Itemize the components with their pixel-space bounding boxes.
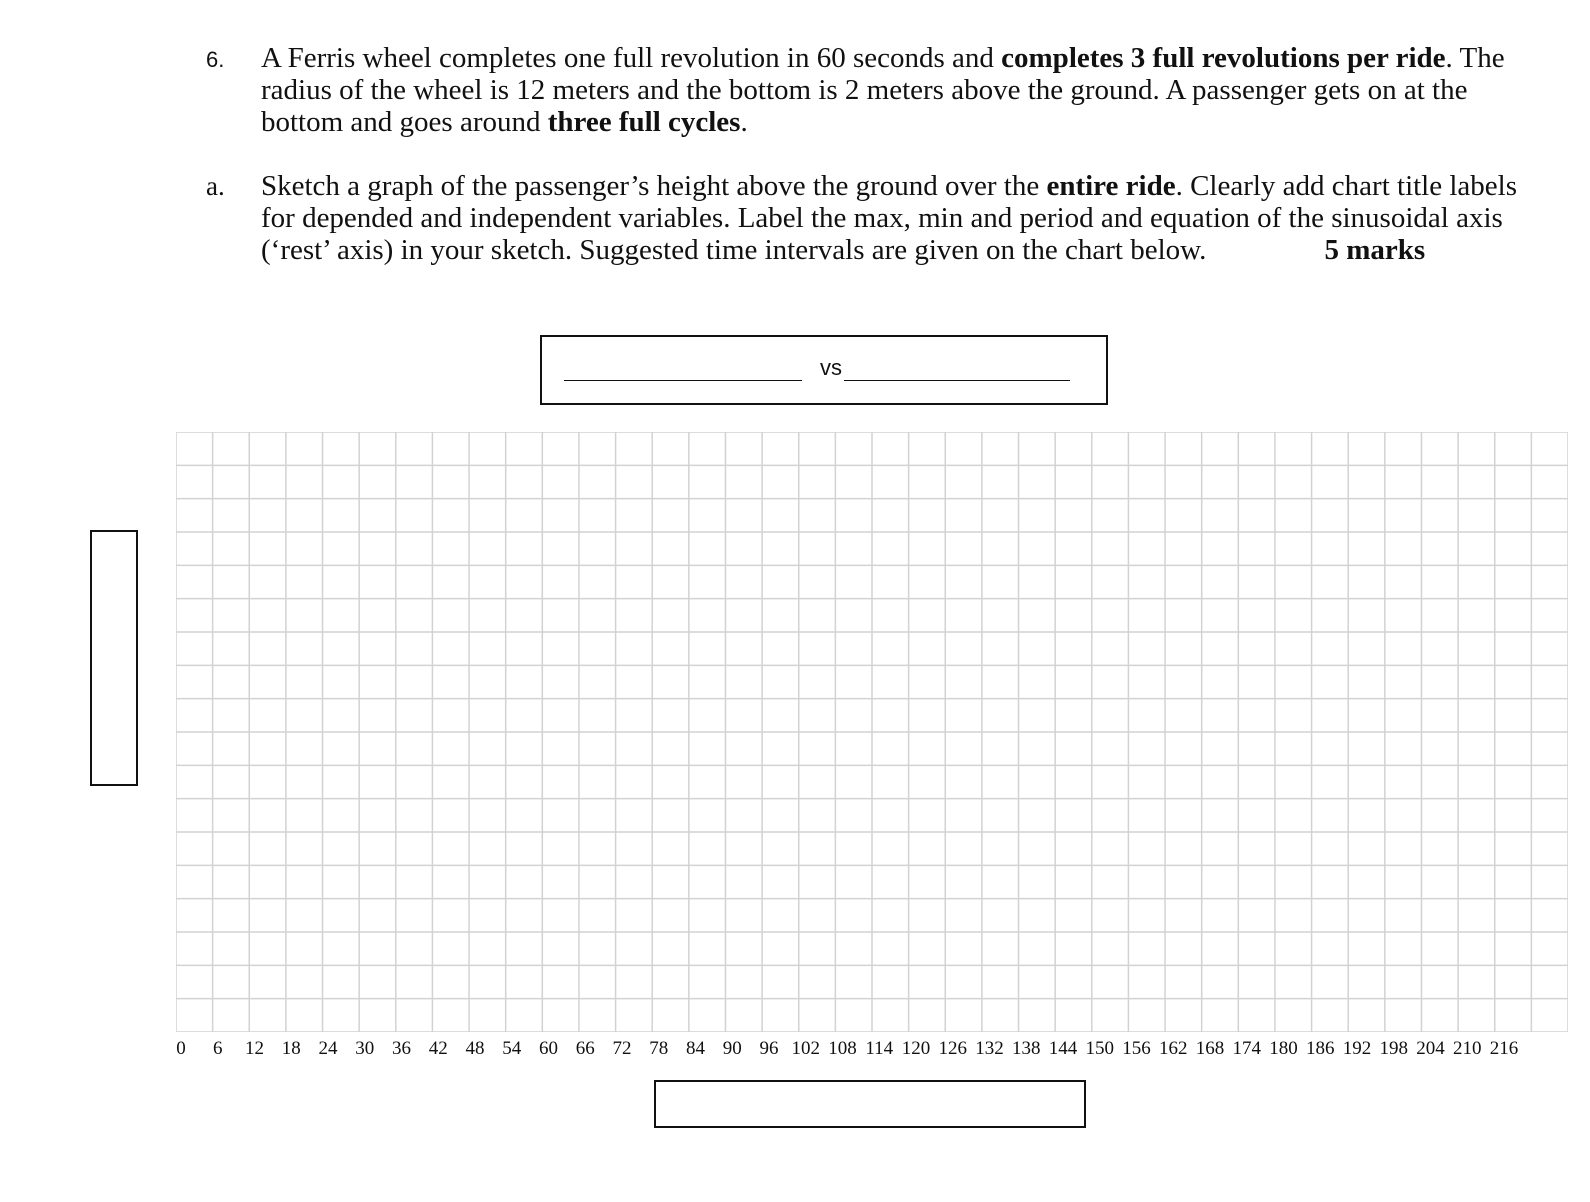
x-tick-label: 54	[502, 1038, 522, 1059]
x-tick-label: 90	[722, 1038, 742, 1059]
x-tick-label: 36	[392, 1038, 411, 1059]
question-part-a	[206, 170, 1546, 266]
x-axis-label-box[interactable]	[654, 1080, 1086, 1128]
x-tick-label: 180	[1269, 1038, 1298, 1059]
x-tick-label: 120	[901, 1038, 931, 1059]
x-tick-label: 84	[686, 1038, 705, 1059]
y-axis-label-box[interactable]	[90, 530, 138, 786]
independent-variable-blank	[844, 380, 1070, 381]
x-tick-label: 216	[1489, 1038, 1519, 1059]
x-tick-label: 144	[1048, 1038, 1078, 1059]
x-tick-label: 138	[1012, 1038, 1041, 1059]
x-tick-label: 66	[575, 1038, 595, 1059]
question-6	[206, 42, 1546, 138]
x-tick-label: 96	[759, 1038, 779, 1059]
dependent-variable-blank	[564, 380, 802, 381]
part-label: a.	[206, 171, 225, 201]
x-tick-label: 132	[975, 1038, 1004, 1059]
x-tick-label: 168	[1195, 1038, 1225, 1059]
x-tick-label: 108	[828, 1038, 857, 1059]
x-tick-label: 102	[791, 1038, 820, 1059]
text-segment: . The radius of the wheel is 12 meters and the bottom is 2 meters above the ground. A passenger gets on at the bottom and goes around	[261, 42, 1505, 138]
x-tick-label: 210	[1453, 1038, 1482, 1059]
x-tick-label: 72	[612, 1038, 632, 1059]
x-tick-label: 42	[428, 1038, 448, 1059]
vs-text: vs	[820, 355, 842, 380]
text-segment: . Clearly add chart title labels for depended and independent variables. Label the max, min and period and equation of the sinusoidal axis (‘rest’ axis) in your sketch. Suggested time intervals are given on the chart below.	[261, 170, 1518, 266]
x-tick-label: 6	[213, 1038, 223, 1059]
x-tick-label: 198	[1379, 1038, 1408, 1059]
question-number: 6.	[206, 47, 225, 72]
text-segment: Sketch a graph of the passenger’s height above the ground over the	[261, 170, 1047, 202]
x-tick-label: 204	[1416, 1038, 1445, 1059]
x-tick-label: 186	[1306, 1038, 1335, 1059]
x-axis-tick-labels	[0, 1038, 1590, 1068]
x-tick-label: 0	[176, 1038, 186, 1059]
x-tick-label: 174	[1232, 1038, 1261, 1059]
x-tick-label: 114	[865, 1038, 894, 1059]
x-tick-label: 162	[1159, 1038, 1188, 1059]
x-tick-label: 60	[539, 1038, 558, 1059]
text-segment: A Ferris wheel completes one full revolution in 60 seconds and	[261, 42, 1002, 74]
x-tick-label: 78	[649, 1038, 669, 1059]
x-tick-label: 150	[1085, 1038, 1114, 1059]
text-segment: entire ride	[1046, 170, 1176, 202]
marks-value: 5 marks	[1324, 234, 1426, 266]
part-a-text	[261, 170, 1546, 266]
graph-grid[interactable]	[176, 432, 1568, 1032]
x-tick-label: 30	[355, 1038, 375, 1059]
x-tick-label: 12	[245, 1038, 264, 1059]
x-tick-label: 24	[318, 1038, 338, 1059]
text-segment: completes 3 full revolutions per ride	[1001, 42, 1446, 74]
text-segment: three full cycles	[547, 106, 741, 138]
x-tick-label: 18	[281, 1038, 301, 1059]
question-text	[261, 42, 1546, 138]
x-tick-label: 156	[1122, 1038, 1151, 1059]
x-tick-label: 192	[1342, 1038, 1372, 1059]
chart-title-box[interactable]	[540, 335, 1108, 405]
text-segment: .	[740, 106, 748, 138]
x-tick-label: 48	[465, 1038, 485, 1059]
x-tick-label: 126	[938, 1038, 967, 1059]
